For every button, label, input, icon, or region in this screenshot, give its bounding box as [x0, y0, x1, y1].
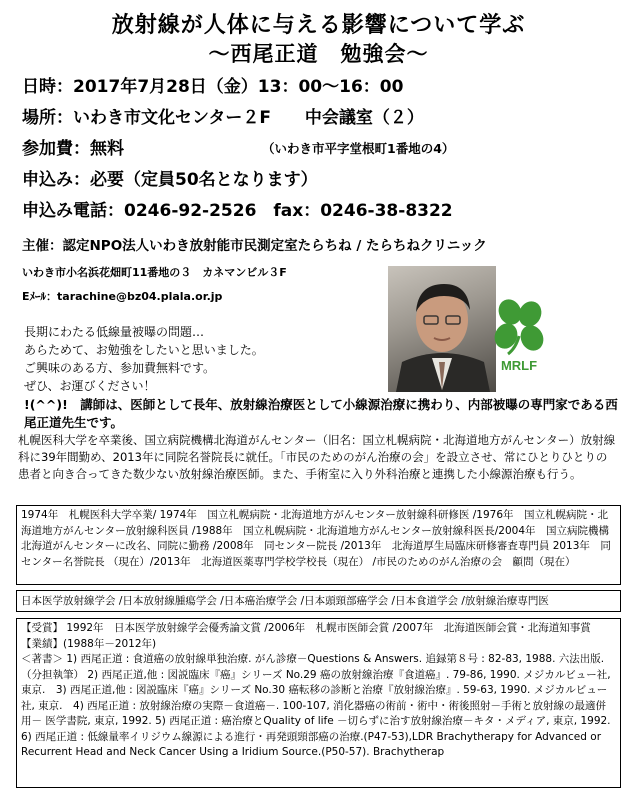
intro-line: あらためて、お勉強をしたいと思いました。 [24, 343, 264, 357]
intro-line: 長期にわたる低線量被曝の問題… [24, 325, 205, 339]
lecturer-highlight: !(^^)! 講師は、医師として長年、放射線治療医として小線源治療に携わり、内部被曝の専門家である西尾正道先生です。 [24, 397, 618, 430]
organizer-email[interactable]: Eﾒｰﾙ：tarachine@bz04.plala.or.jp [22, 290, 223, 303]
organizer-host: 主催：認定NPO法人いわき放射能市民測定室たらちね / たらちねクリニック [22, 238, 487, 254]
intro-line: ご興味のある方、参加費無料です。 [24, 361, 216, 375]
career-box: 1974年 札幌医科大学卒業/ 1974年 国立札幌病院・北海道地方がんセンター放射線科研修医 /1976年 国立札幌病院・北海道地方がんセンター放射線科医員 /1988年 国立札幌病院・北海道地方がんセンター放射線科医長/2004年 国立病院機構北海道がんセンターに改名、同院に勤務 /2008年 同センター院長 /2013年 北海道厚生局臨床研修審査専門員 2013年 同センター名誉院長 （現在）/2013年 北海道医薬専門学校学校長（現在） /市民のためのがん治療の会 顧問（現在） [16, 505, 621, 585]
works-heading: 【業績】(1988年－2012年) [21, 637, 157, 650]
event-apply: 申込み：必要（定員50名となります） [22, 170, 318, 190]
organizer-address: いわき市小名浜花畑町11番地の３ カネマンビル３F [22, 266, 287, 279]
speaker-photo [388, 266, 496, 392]
works-text: ＜著書＞ 1) 西尾正道 : 食道癌の放射線単独治療. がん診療－Questions & Answers. 追録第８号 : 82-83, 1988. 六法出版.（分担執筆） 2) 西尾正道,他 : 図説臨床『癌』シリーズ No.29 癌の放射線治療『食道癌』. 79-86, 1990. メジカルビュー社, 東京. 3) 西尾正道,他 : 図説臨床『癌』シリーズ No.30 癌転移の診断と治療『放射線治療』. 59-63, 1990. メジカルビュー社, 東京. 4) 西尾正道 : 放射線治療の実際－食道癌－. 100-107, 消化器癌の術前・術中・術後照射－手術と放射線の最適併用－ 医学書院, 東京, 1992. 5) 西尾正道 : 癌治療とQuality of life －切らずに治す放射線治療－キタ・メディア, 東京, 1992. 6) 西尾正道 : 低線量率イリジウム線源による進行・再発頭頸部癌の治療.(P47-53),LDR Brachytherapy for Advanced or Recurrent Head and Neck Cancer Using a Iridium Source.(P50-57). Brachytherap [21, 653, 611, 758]
awards-box [16, 618, 621, 788]
awards-text: 【受賞】 1992年 日本医学放射線学会優秀論文賞 /2006年 札幌市医師会賞 /2007年 北海道医師会賞・北海道知事賞 [21, 622, 591, 634]
mrlf-logo [488, 292, 550, 374]
societies-box: 日本医学放射線学会 /日本放射線腫瘍学会 /日本癌治療学会 /日本頭頸部癌学会 /日本食道学会 /放射線治療専門医 [16, 590, 621, 612]
page-subtitle: ～西尾正道 勉強会～ [208, 42, 429, 66]
intro-text [24, 323, 264, 395]
event-place: 場所：いわき市文化センター２F 中会議室（２） [22, 108, 424, 128]
event-phone: 申込み電話：0246-92-2526 fax：0246-38-8322 [22, 201, 453, 221]
page-title: 放射線が人体に与える影響について学ぶ [111, 13, 526, 38]
event-address: （いわき市平字堂根町1番地の4） [262, 141, 455, 156]
event-fee: 参加費：無料 [22, 139, 124, 159]
intro-line: ぜひ、お運びください！ [24, 379, 156, 393]
speaker-bio: 札幌医科大学を卒業後、国立病院機構北海道がんセンター（旧名：国立札幌病院・北海道地方がんセンター）放射線科に39年間勤め、2013年に同院名誉院長に就任。「市民のためのがん治療の会」を設立させ、常にひとりひとりの患者と向き合ってきた数少ない放射線治療医師。また、手術室に入り外科治療と連携した小線源治療も行う。 [18, 433, 616, 481]
event-datetime: 日時：2017年7月28日（金）13：00～16：00 [22, 77, 404, 97]
logo-text: MRLF [500, 358, 538, 373]
